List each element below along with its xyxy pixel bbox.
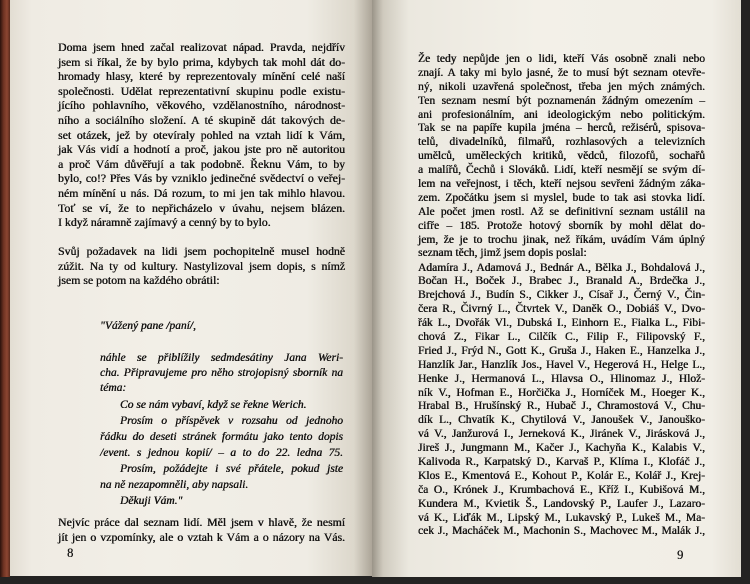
list-line: Hanzlík Jar., Hanzlík Jos., Havel V., Hegerová H., Helge L., <box>418 358 705 371</box>
list-line: řák L., Dvořák Vl., Dubská I., Einhorn E., Fialka L., Fibi- <box>418 317 705 330</box>
text-line: ný, nikoli uzavřená společnost, třeba jen mých známých. <box>418 80 705 93</box>
list-line: Bočan H., Boček J., Brabec J., Branald A., Brdečka J., <box>418 275 705 288</box>
list-line: Klos E., Kmentová E., Kohout P., Kolár E., Kolář J., Krej- <box>418 469 705 482</box>
letter-line: Prosím, požádejte i své přátele, pokud jste <box>120 463 343 475</box>
text-line: I když náramně zajímavý a cenný by to bylo. <box>58 215 271 230</box>
text-line: zúžit. Na ty od kultury. Nastylizoval jsem dopis, s nímž <box>58 258 345 273</box>
text-line: zem. Zpočátku jsem si myslel, bude to tak asi stovka lidí. <box>418 191 705 204</box>
text-line: telů, divadelníků, filmařů, rozhlasových a televizních <box>418 136 705 149</box>
text-line: jsem si říkal, že by bylo prima, kdybych tak mohl dát do- <box>58 54 345 69</box>
list-line: Hrabal B., Hrušínský R., Hubač J., Chramostová V., Chu- <box>418 400 705 413</box>
letter-line: Děkuji Vám." <box>120 495 183 507</box>
list-line: vá K., Liďák M., Lipský M., Lukavský P., Lukeš M., Ma- <box>418 511 705 524</box>
paragraph <box>58 244 345 288</box>
text-line: set otázek, jež by otevíraly pohled na vztah lidí k Vám, <box>58 127 345 142</box>
text-line: jícího pohlavního, věkového, vzdělanostního, národnost- <box>58 98 345 113</box>
text-line: Svůj požadavek na lidi jsem pochopitelně musel hodně <box>58 244 345 258</box>
text-line: lem na veřejnost, i těch, kteří nejsou sevřeni žádným záka- <box>418 178 705 191</box>
text-line: ném mínění u nás. Dá rozum, to mi jen tak mihlo hlavou. <box>58 185 345 200</box>
text-line: Ale počet jmen rostl. Až se definitivní seznam ustálil na <box>418 205 705 218</box>
list-line: ča O., Krónek J., Krumbachová E., Kříž I., Kubišová M., <box>418 483 705 496</box>
list-line: Kundera M., Kvietik Š., Landovský P., Laufer J., Lazaro- <box>418 497 705 510</box>
text-line: Ten seznam nesmí být poznamenán žádným omezením – <box>418 94 705 107</box>
text-line: Že tedy nepůjde jen o lidi, kteří Vás osobně znali nebo <box>418 53 705 65</box>
text-line: znají. A taky mi bylo jasné, že to musí být seznam otevře- <box>418 66 705 79</box>
letter-quote <box>100 397 343 509</box>
letter-line: na ně nezapomněli, aby napsali. <box>100 479 249 491</box>
letter-line: řádku do deseti stránek formátu jako tento dopis <box>100 431 343 443</box>
list-line: Henke J., Hermanová L., Hlavsa O., Hlinomaz J., Hlož- <box>418 372 705 385</box>
list-line: čera R., Čivrný L., Čtvrtek V., Daněk O., Dobiáš V., Dvo- <box>418 303 705 316</box>
book-cover-edge <box>0 0 10 577</box>
list-line: Jireš J., Jungmann M., Kačer J., Kachyňa K., Kalabis V., <box>418 442 705 455</box>
recipient-list <box>418 262 705 540</box>
list-line: chová Z., Fikar L., Cilčík C., Filip F., Filipovský F., <box>418 330 705 343</box>
letter-salutation: "Vážený pane /paní/, <box>100 320 196 332</box>
list-line: Adamíra J., Adamová J., Bednár A., Bělka J., Bohdalová J., <box>418 261 705 274</box>
page-number: 9 <box>677 548 684 562</box>
text-line: Doma jsem hned začal realizovat nápad. Pravda, nejdřív <box>58 40 345 54</box>
letter-line: /event. s jednou kopií/ – a to do 22. ledna 75. <box>100 447 343 459</box>
paragraph <box>58 40 345 230</box>
text-line: jsem se potom na každého obrátil: <box>58 273 220 288</box>
text-line: seznam těch, jimž jsem dopis poslal: <box>418 247 587 260</box>
text-line: ního a sociálního složení. A té skupině dát takových de- <box>58 112 345 127</box>
list-line: Brejchová J., Budín S., Cikker J., Císař J., Černý V., Čin- <box>418 289 705 302</box>
paragraph <box>58 515 345 544</box>
letter-line: cha. Připravujeme pro něho strojopisný sborník na <box>100 367 343 379</box>
list-line: vá V., Janžurová I., Jerneková K., Jiránek V., Jirásková J., <box>418 428 705 441</box>
text-line: bylo, co!? Přes Vás by vzniklo jedinečné svědectví o veřej- <box>58 171 345 186</box>
page-number: 8 <box>67 546 74 560</box>
text-line: umělců, uměleckých kritiků, vědců, filozofů, sochařů <box>418 150 705 163</box>
text-line: ani profesionálním, ani ideologickým nebo politickým. <box>418 108 705 121</box>
list-line: Kalivoda R., Karpatský D., Karvaš P., Klíma I., Klofáč J., <box>418 455 705 468</box>
list-line: cek J., Macháček M., Machonin S., Machovec M., Malák J., <box>418 525 705 538</box>
text-line: jem, že je to trochu jinak, než říkám, uvádím Vám úplný <box>418 233 705 246</box>
text-line: Toť se ví, že to nepřicházelo v úvahu, nejsem blázen. <box>58 200 345 215</box>
list-line: dík L., Chvatík K., Chytilová V., Janoušek V., Janouško- <box>418 414 705 427</box>
text-line: Nejvíc práce dal seznam lidí. Měl jsem v hlavě, že nesmí <box>58 515 345 529</box>
paragraph <box>418 53 705 261</box>
text-line: a malířů, Čechů i Slováků. Lidí, kteří nesmějí se svým dí- <box>418 164 705 177</box>
right-page <box>372 0 741 577</box>
letter-salutation-block <box>100 319 343 334</box>
text-line: Tak se na papíře kupila jména – herců, režisérů, spisova- <box>418 122 705 135</box>
letter-line: Co se nám vybaví, když se řekne Werich. <box>120 399 307 411</box>
letter-line: téma: <box>100 382 127 394</box>
letter-quote <box>100 351 343 396</box>
letter-line: Prosím o příspěvek v rozsahu od jednoho <box>120 415 343 427</box>
left-page <box>10 0 372 576</box>
letter-line: náhle se přiblížily sedmdesátiny Jana Weri- <box>100 352 343 364</box>
list-line: ník V., Hofman E., Horčička J., Horníček M., Hoeger K., <box>418 386 705 399</box>
text-line: jít jen o vzpomínky, ale o vztah k Vám a o názory na Vás. <box>58 529 345 544</box>
text-line: jak Vás vidí a hodnotí a proč, jakou jste pro ně autoritou <box>58 142 345 157</box>
list-line: Fried J., Frýd N., Gott K., Gruša J., Haken E., Hanzelka J., <box>418 344 705 357</box>
text-line: cifře – 185. Protože hotový sborník by mohl dělat do- <box>418 219 705 232</box>
text-line: hromady hlasy, které by reprezentovaly mínění celé naší <box>58 69 345 84</box>
text-line: společnosti. Udělat reprezentativní skupinu podle existu- <box>58 83 345 98</box>
text-line: a proč Vám důvěřují a tak podobně. Řeknu Vám, to by <box>58 156 345 171</box>
